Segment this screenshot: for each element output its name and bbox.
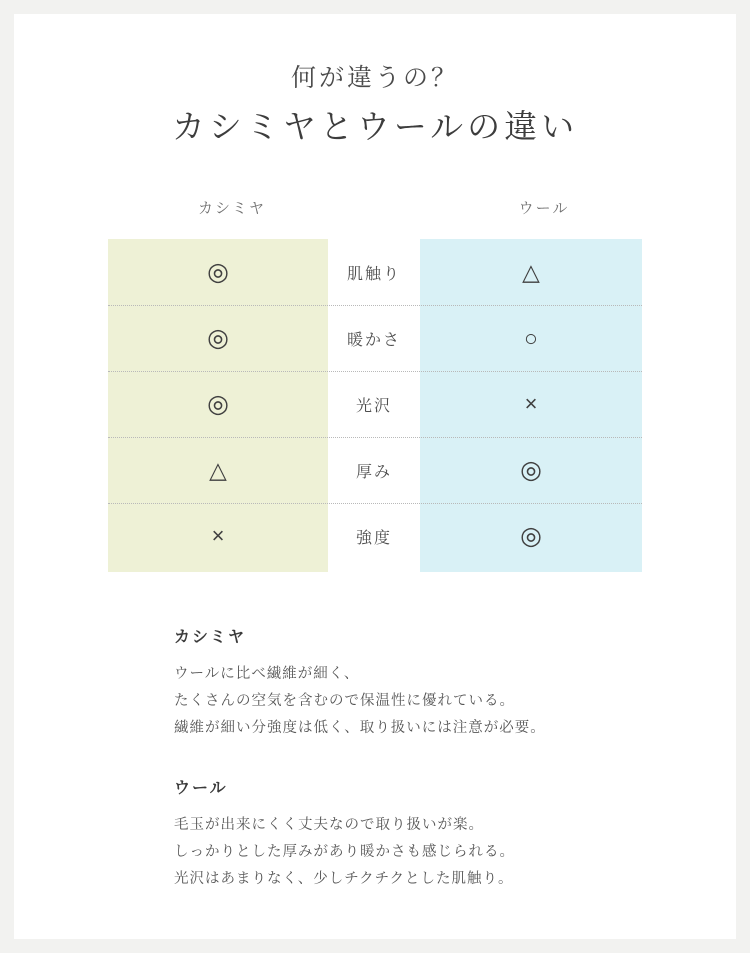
- page-title: [14, 14, 736, 153]
- table-row: [108, 239, 642, 305]
- table-row: [108, 371, 642, 437]
- rating-mark-icon: ◎: [207, 323, 229, 352]
- comparison-table: [108, 239, 642, 572]
- cell-attribute-label: 肌触り: [346, 265, 401, 283]
- rating-mark-icon: ◎: [207, 257, 229, 286]
- table-row: [108, 437, 642, 503]
- rating-mark-icon: ×: [524, 391, 538, 416]
- description-line: ウールに比べ繊維が細く、: [174, 666, 360, 682]
- description-section: [174, 624, 644, 893]
- cell-attribute-label: 暖かさ: [346, 331, 401, 349]
- rating-mark-icon: △: [522, 258, 540, 285]
- description-title: カシミヤ: [174, 629, 247, 646]
- description-title: ウール: [174, 780, 228, 798]
- cell-wool-rating: [420, 503, 642, 569]
- rating-mark-icon: △: [209, 456, 227, 483]
- rating-mark-icon: ◎: [520, 455, 542, 484]
- table-row: [108, 503, 642, 569]
- column-headers: [14, 197, 736, 221]
- page-inner: [14, 14, 736, 939]
- cell-cashmere-rating: [108, 239, 328, 305]
- cell-attribute-label: 厚み: [355, 463, 392, 481]
- description-line: 毛玉が出来にくく丈夫なので取り扱いが楽。: [174, 817, 484, 834]
- rating-mark-icon: ◎: [207, 389, 229, 418]
- cell-wool-rating: [420, 371, 642, 437]
- table-row: [108, 305, 642, 371]
- cell-wool-rating: [420, 437, 642, 503]
- description-line: しっかりとした厚みがあり暖かさも感じられる。: [174, 844, 515, 861]
- cell-cashmere-rating: [108, 305, 328, 371]
- title-main: カシミヤとウールの違い: [171, 109, 579, 146]
- cell-cashmere-rating: [108, 503, 328, 569]
- cell-cashmere-rating: [108, 437, 328, 503]
- rating-mark-icon: ○: [524, 324, 538, 351]
- cell-cashmere-rating: [108, 371, 328, 437]
- cell-attribute-label: 光沢: [355, 397, 392, 415]
- description-cashmere: [174, 624, 644, 741]
- rating-mark-icon: ◎: [520, 521, 542, 550]
- description-wool: [174, 775, 644, 892]
- column-header-wool: ウール: [518, 200, 570, 217]
- description-line: たくさんの空気を含むので保温性に優れている。: [174, 692, 515, 709]
- title-subheading: 何が違うの？: [290, 65, 459, 92]
- table-rows: [108, 239, 642, 569]
- description-line: 光沢はあまりなく、少しチクチクとした肌触り。: [174, 871, 514, 888]
- column-header-cashmere: カシミヤ: [197, 200, 266, 217]
- rating-mark-icon: ×: [211, 523, 225, 548]
- description-line: 繊維が細い分強度は低く、取り扱いには注意が必要。: [174, 719, 546, 736]
- cell-wool-rating: [420, 239, 642, 305]
- cell-attribute-label: 強度: [355, 529, 392, 547]
- cell-wool-rating: [420, 305, 642, 371]
